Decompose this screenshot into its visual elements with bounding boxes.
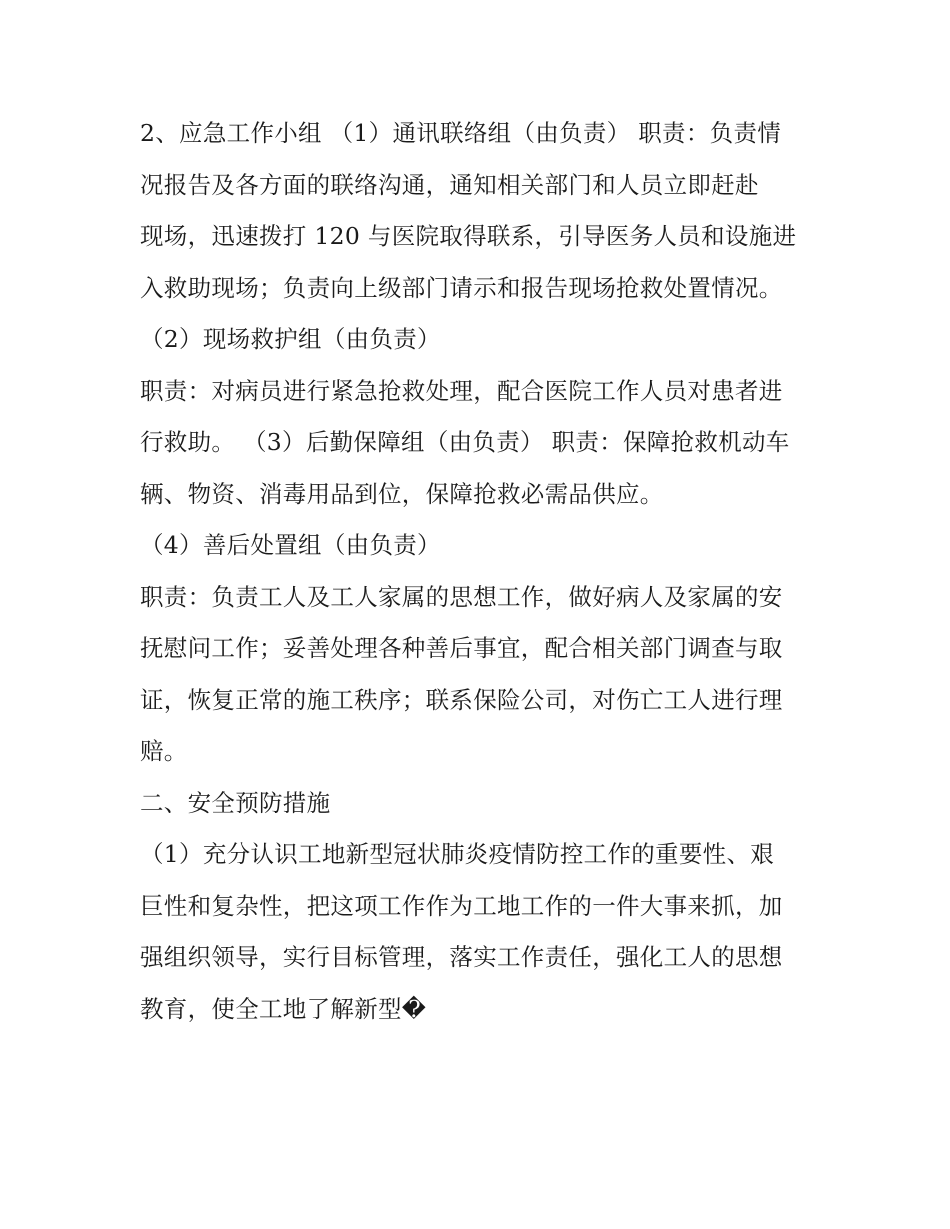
text-line: 2、应急工作小组 （1）通讯联络组（由负责） 职责：负责情	[140, 119, 782, 147]
text-line: 强组织领导，实行目标管理，落实工作责任，强化工人的思想	[140, 943, 783, 971]
text-line: 现场，迅速拨打 120 与医院取得联系，引导医务人员和设施进	[140, 222, 797, 250]
text-line: 入救助现场；负责向上级部门请示和报告现场抢救处置情况。	[140, 273, 783, 302]
text-line: 证，恢复正常的施工秩序；联系保险公司，对伤亡工人进行理	[140, 685, 783, 714]
document-body	[140, 108, 820, 1035]
text-line: （4）善后处置组（由负责）	[140, 531, 441, 559]
text-line: 巨性和复杂性，把这项工作作为工地工作的一件大事来抓，加	[140, 891, 783, 920]
text-line: 赔。	[140, 737, 188, 765]
text-line: 抚慰问工作；妥善处理各种善后事宜，配合相关部门调查与取	[140, 634, 783, 662]
text-line: （1）充分认识工地新型冠状肺炎疫情防控工作的重要性、艰	[140, 840, 775, 868]
text-line: 职责：对病员进行紧急抢救处理，配合医院工作人员对患者进	[140, 376, 783, 405]
text-line: 教育，使全工地了解新型�	[140, 994, 427, 1023]
text-line: 辆、物资、消毒用品到位，保障抢救必需品供应。	[140, 479, 664, 508]
text-line: 职责：负责工人及工人家属的思想工作，做好病人及家属的安	[140, 582, 783, 611]
section-heading: 二、安全预防措施	[140, 788, 331, 817]
text-line: 行救助。 （3）后勤保障组（由负责） 职责：保障抢救机动车	[140, 428, 790, 456]
text-line: 况报告及各方面的联络沟通，通知相关部门和人员立即赶赴	[140, 170, 759, 199]
text-line: （2）现场救护组（由负责）	[140, 325, 441, 353]
